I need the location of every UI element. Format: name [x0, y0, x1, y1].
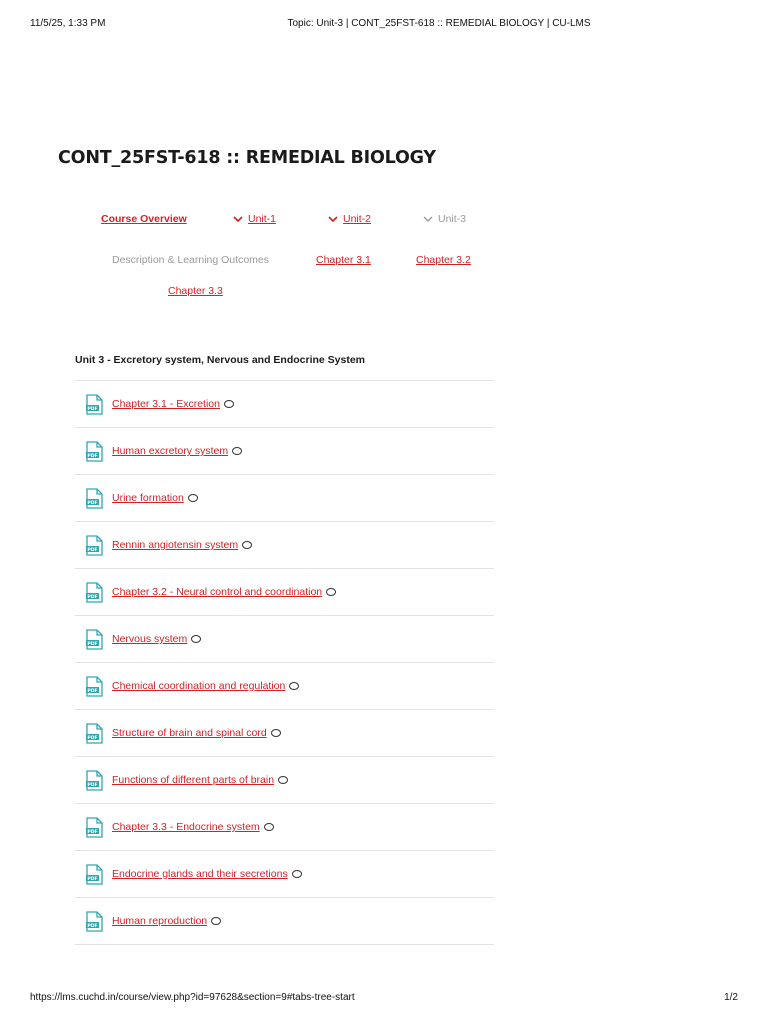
activity-list — [75, 380, 494, 945]
activity-link[interactable] — [112, 492, 198, 504]
tab-unit-2-label: Unit-2 — [343, 213, 372, 225]
list-item — [75, 851, 494, 898]
activity-label: Functions of different parts of brain — [112, 774, 275, 786]
list-item — [75, 757, 494, 804]
activity-link[interactable] — [112, 398, 234, 410]
pdf-file-icon — [85, 723, 103, 744]
svg-text:PDF: PDF — [87, 500, 98, 506]
link-icon — [271, 729, 281, 737]
activity-link[interactable] — [112, 915, 221, 927]
tab-unit-2[interactable] — [328, 213, 371, 225]
activity-link[interactable] — [112, 445, 242, 457]
tab-description-learning-outcomes[interactable]: Description & Learning Outcomes — [112, 254, 269, 266]
pdf-file-icon — [85, 629, 103, 650]
tab-chapter-3-2[interactable]: Chapter 3.2 — [416, 254, 471, 266]
list-item — [75, 616, 494, 663]
activity-link[interactable] — [112, 680, 299, 692]
list-item — [75, 522, 494, 569]
activity-link[interactable] — [112, 868, 302, 880]
activity-label: Endocrine glands and their secretions — [112, 868, 288, 880]
svg-text:PDF: PDF — [87, 735, 98, 741]
svg-text:PDF: PDF — [87, 594, 98, 600]
tab-course-overview[interactable]: Course Overview — [101, 213, 187, 225]
print-date: 11/5/25, 1:33 PM — [30, 18, 106, 29]
link-icon — [264, 823, 274, 831]
link-icon — [289, 682, 299, 690]
activity-label: Chemical coordination and regulation — [112, 680, 286, 692]
print-page-number: 1/2 — [724, 992, 738, 1003]
list-item — [75, 804, 494, 851]
activity-label: Chapter 3.2 - Neural control and coordination — [112, 586, 323, 598]
pdf-file-icon — [85, 394, 103, 415]
svg-text:PDF: PDF — [87, 782, 98, 788]
link-icon — [232, 447, 242, 455]
svg-text:PDF: PDF — [87, 876, 98, 882]
tab-unit-3[interactable] — [423, 213, 466, 225]
activity-label: Human reproduction — [112, 915, 208, 927]
svg-text:PDF: PDF — [87, 453, 98, 459]
chevron-down-icon — [423, 214, 435, 224]
list-item — [75, 381, 494, 428]
section-heading: Unit 3 - Excretory system, Nervous and Endocrine System — [75, 354, 366, 366]
print-document-title: Topic: Unit-3 | CONT_25FST-618 :: REMEDIAL BIOLOGY | CU-LMS — [287, 18, 591, 29]
pdf-file-icon — [85, 488, 103, 509]
link-icon — [188, 494, 198, 502]
svg-text:PDF: PDF — [87, 547, 98, 553]
course-title: CONT_25FST-618 :: REMEDIAL BIOLOGY — [58, 148, 436, 168]
list-item — [75, 898, 494, 945]
print-footer — [30, 992, 738, 1006]
pdf-file-icon — [85, 535, 103, 556]
link-icon — [211, 917, 221, 925]
pdf-file-icon — [85, 770, 103, 791]
activity-label: Structure of brain and spinal cord — [112, 727, 267, 739]
link-icon — [191, 635, 201, 643]
list-item — [75, 475, 494, 522]
list-item — [75, 428, 494, 475]
svg-text:PDF: PDF — [87, 641, 98, 647]
tab-unit-3-label: Unit-3 — [438, 213, 467, 225]
activity-label: Nervous system — [112, 633, 188, 645]
tab-chapter-3-3[interactable]: Chapter 3.3 — [168, 285, 223, 297]
pdf-file-icon — [85, 582, 103, 603]
link-icon — [292, 870, 302, 878]
print-header — [30, 18, 738, 34]
link-icon — [278, 776, 288, 784]
chevron-down-icon — [328, 214, 340, 224]
svg-text:PDF: PDF — [87, 688, 98, 694]
pdf-file-icon — [85, 676, 103, 697]
pdf-file-icon — [85, 441, 103, 462]
activity-link[interactable] — [112, 586, 336, 598]
link-icon — [224, 400, 234, 408]
pdf-file-icon — [85, 864, 103, 885]
pdf-file-icon — [85, 911, 103, 932]
svg-text:PDF: PDF — [87, 923, 98, 929]
link-icon — [242, 541, 252, 549]
activity-label: Chapter 3.3 - Endocrine system — [112, 821, 260, 833]
list-item — [75, 710, 494, 757]
list-item — [75, 569, 494, 616]
tab-unit-1[interactable] — [233, 213, 276, 225]
activity-link[interactable] — [112, 727, 281, 739]
activity-label: Urine formation — [112, 492, 184, 504]
activity-link[interactable] — [112, 633, 201, 645]
print-url: https://lms.cuchd.in/course/view.php?id=97628&section=9#tabs-tree-start — [30, 992, 355, 1003]
activity-label: Rennin angiotensin system — [112, 539, 239, 551]
svg-text:PDF: PDF — [87, 829, 98, 835]
activity-link[interactable] — [112, 821, 274, 833]
activity-label: Human excretory system — [112, 445, 229, 457]
link-icon — [326, 588, 336, 596]
list-item — [75, 663, 494, 710]
activity-link[interactable] — [112, 774, 288, 786]
activity-label: Chapter 3.1 - Excretion — [112, 398, 220, 410]
svg-text:PDF: PDF — [87, 406, 98, 412]
pdf-file-icon — [85, 817, 103, 838]
chevron-down-icon — [233, 214, 245, 224]
tab-chapter-3-1[interactable]: Chapter 3.1 — [316, 254, 371, 266]
tab-unit-1-label: Unit-1 — [248, 213, 277, 225]
activity-link[interactable] — [112, 539, 252, 551]
